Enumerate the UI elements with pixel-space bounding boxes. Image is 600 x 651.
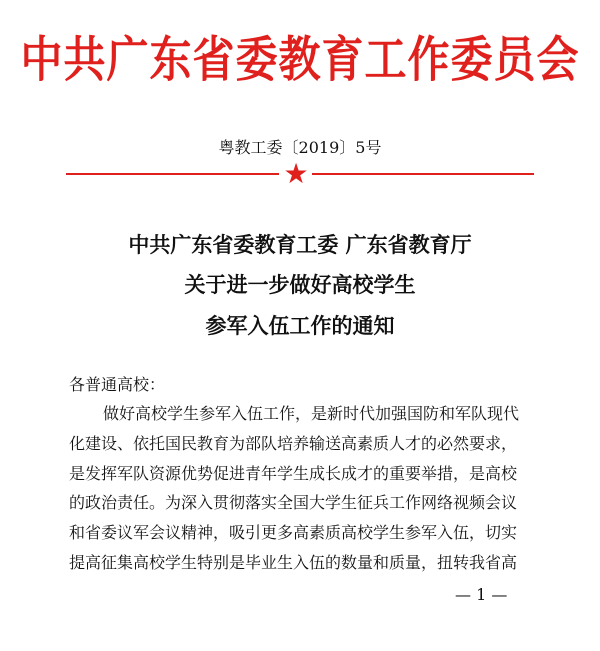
body-line: 的政治责任。为深入贯彻落实全国大学生征兵工作网络视频会议 — [69, 493, 518, 512]
title-line-3: 参军入伍工作的通知 — [205, 313, 395, 338]
body-line: 和省委议军会议精神，吸引更多高素质高校学生参军入伍，切实 — [69, 523, 518, 542]
document-number: 粤教工委〔2019〕5号 — [218, 138, 382, 157]
red-divider-right — [312, 173, 534, 175]
title-line-2: 关于进一步做好高校学生 — [184, 272, 416, 297]
masthead-title: 中共广东省委教育工作委员会 — [20, 31, 580, 88]
body-line: 提高征集高校学生特别是毕业生入伍的数量和质量，扭转我省高 — [69, 553, 518, 572]
body-line: 做好高校学生参军入伍工作，是新时代加强国防和军队现代 — [103, 404, 520, 423]
salutation: 各普通高校： — [69, 375, 166, 394]
page-number: — 1 — — [455, 585, 508, 604]
title-line-1: 中共广东省委教育工委 广东省教育厅 — [128, 232, 472, 257]
body-line: 化建设、依托国民教育为部队培养输送高素质人才的必然要求， — [69, 434, 518, 453]
body-line: 是发挥军队资源优势促进青年学生成长成才的重要举措，是高校 — [69, 464, 518, 483]
red-star-icon: ★ — [283, 157, 309, 190]
red-divider-left — [66, 173, 279, 175]
